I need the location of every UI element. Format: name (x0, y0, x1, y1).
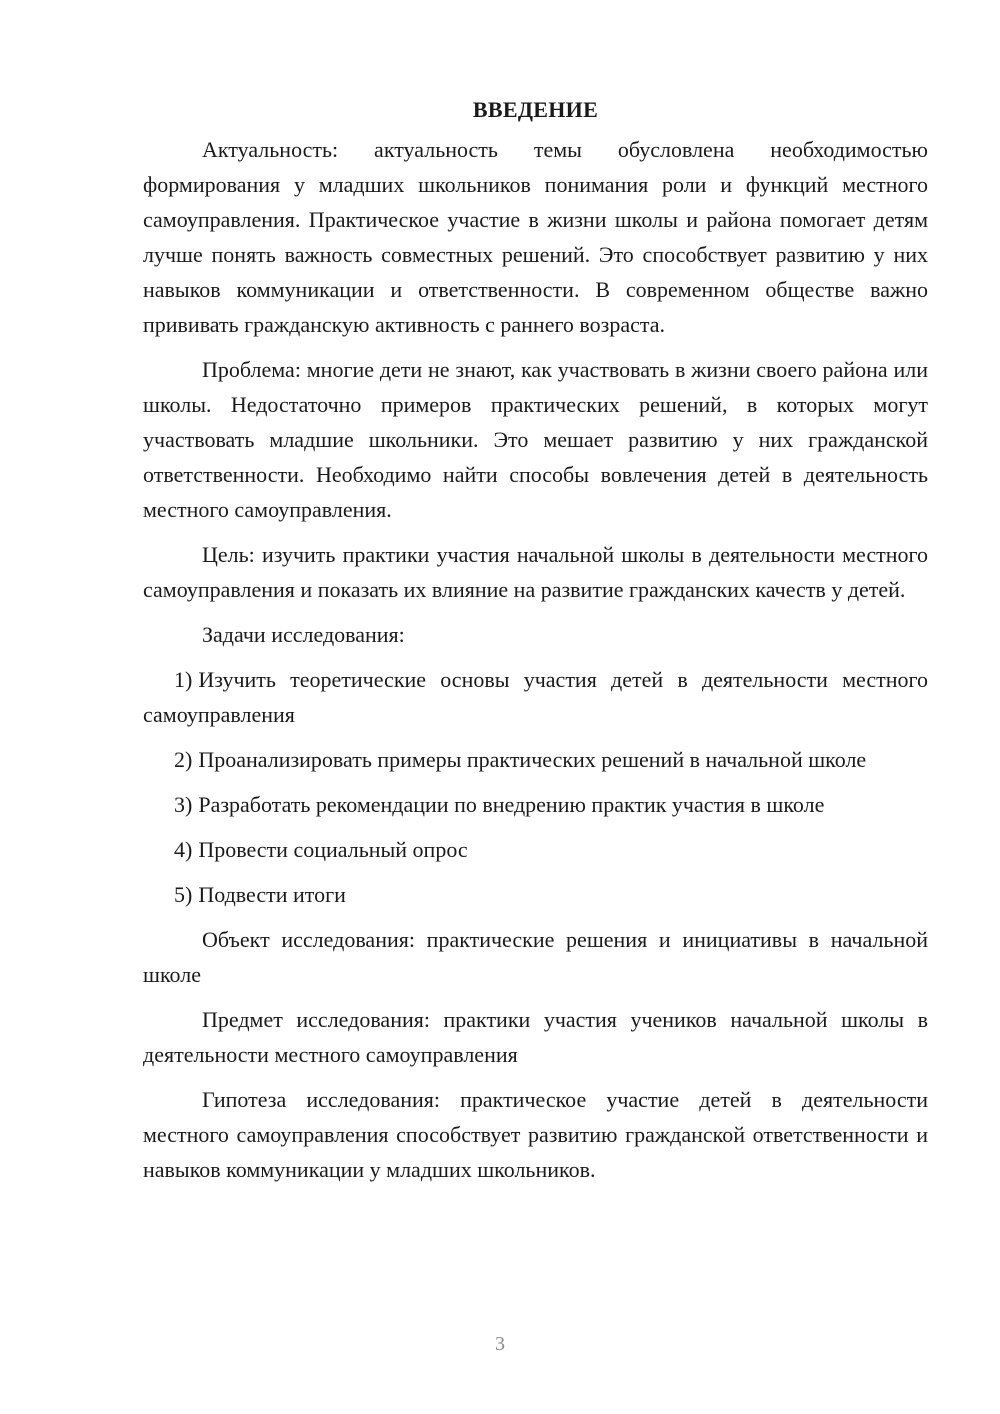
task-number: 4) (174, 837, 193, 862)
page-number: 3 (495, 1333, 505, 1355)
subject-paragraph: Предмет исследования: практики участия учеников начальной школы в деятельности местного самоуправления (143, 1007, 928, 1067)
task-number: 1) (174, 667, 193, 692)
task-number: 5) (174, 882, 193, 907)
task-number: 3) (174, 792, 193, 817)
object-paragraph: Объект исследования: практические решения и инициативы в начальной школе (143, 927, 928, 987)
hypothesis-paragraph: Гипотеза исследования: практическое участие детей в деятельности местного самоуправления способствует развитию гражданской ответственности и навыков коммуникации у младших школьников. (143, 1087, 928, 1182)
task-number: 2) (174, 747, 193, 772)
task-text: Разработать рекомендации по внедрению практик участия в школе (198, 792, 825, 817)
task-text: Проанализировать примеры практических решений в начальной школе (198, 747, 867, 772)
section-title: ВВЕДЕНИЕ (472, 97, 599, 122)
document-page (143, 94, 928, 1197)
task-item-3 (143, 787, 928, 822)
task-text: Подвести итоги (198, 882, 346, 907)
task-text: Изучить теоретические основы участия детей в деятельности местного самоуправления (143, 667, 928, 727)
tasks-heading: Задачи исследования: (202, 622, 405, 647)
task-item-5 (143, 877, 928, 912)
goal-paragraph: Цель: изучить практики участия начальной школы в деятельности местного самоуправления и показать их влияние на развитие гражданских качеств у детей. (143, 542, 928, 602)
relevance-paragraph: Актуальность: актуальность темы обусловлена необходимостью формирования у младших школьников понимания роли и функций местного самоуправления. Практическое участие в жизни школы и района помогает детям лучше понять важность совместных решений. Это способствует развитию у них навыков коммуникации и ответственности. В современном обществе важно прививать гражданскую активность с раннего возраста. (143, 137, 928, 337)
task-item-4 (143, 832, 928, 867)
task-item-2 (143, 742, 928, 777)
problem-paragraph: Проблема: многие дети не знают, как участвовать в жизни своего района или школы. Недостаточно примеров практических решений, в которых могут участвовать младшие школьники. Это мешает развитию у них гражданской ответственности. Необходимо найти способы вовлечения детей в деятельность местного самоуправления. (143, 357, 928, 522)
task-text: Провести социальный опрос (198, 837, 468, 862)
task-item-1 (143, 662, 928, 732)
